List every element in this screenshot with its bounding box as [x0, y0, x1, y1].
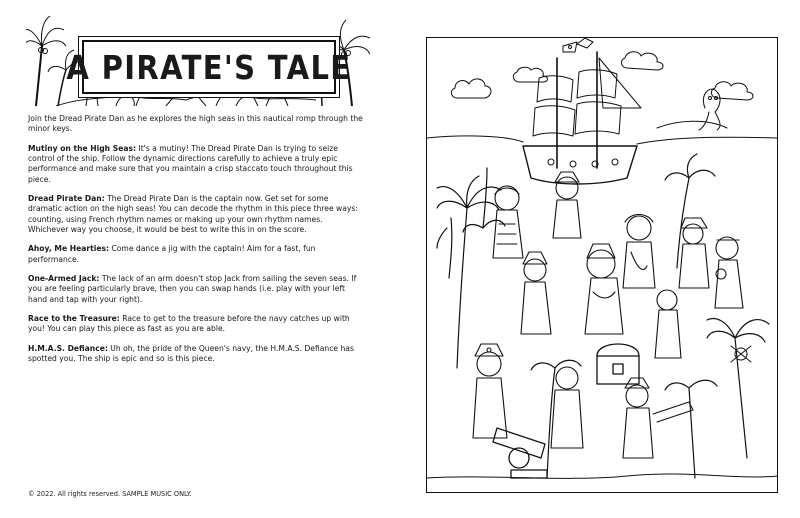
piece-title: H.M.A.S. Defiance: [28, 343, 108, 353]
piece-title: Mutiny on the High Seas: [28, 143, 137, 153]
piece-title: Dread Pirate Dan: [28, 194, 105, 204]
piece-description [28, 314, 364, 335]
description-text [28, 114, 364, 373]
pirate-ship-icon [523, 38, 641, 184]
pirate-scene-drawing [427, 38, 778, 493]
title-box [66, 40, 352, 94]
palm-tree-icon [437, 154, 769, 478]
intro-paragraph: Join the Dread Pirate Dan as he explores the high seas in this nautical romp through the minor keys. [28, 114, 363, 134]
coloring-page-illustration [426, 37, 778, 493]
pirate-characters [473, 172, 743, 458]
piece-text: The lack of an arm doesn't stop Jack from sailing the seven seas. If you are feeling particularly brave, then you can swap hands (i.e. play with your left hand and tap with your right). [28, 274, 357, 304]
piece-description [28, 274, 364, 305]
piece-text: The Dread Pirate Dan is the captain now. Get set for some dramatic action on the high seas! You can decode the rhythm in this piece three ways: counting, using French rhythm names or making up your own rhythm names. Whichever way you choose, it would be best to write this in on the score. [28, 194, 358, 235]
piece-text: Come dance a jig with the captain! Aim for a fast, fun performance. [28, 244, 316, 264]
copyright-footer: © 2022. All rights reserved. SAMPLE MUSIC ONLY. [28, 490, 192, 498]
skull-crossbones-icon [716, 269, 751, 362]
piece-title: Ahoy, Me Hearties: [28, 244, 110, 254]
piece-description [28, 144, 364, 186]
piece-title: One-Armed Jack: [28, 274, 100, 284]
piece-text: Race to get to the treasure before the navy catches up with you! You can play this piece as fast as you are able. [28, 314, 350, 334]
cannon-icon [493, 428, 547, 478]
piece-description [28, 344, 364, 365]
page-title: A PIRATE'S TALE [66, 47, 352, 87]
piece-text: Uh oh, the pride of the Queen's navy, the H.M.A.S. Defiance has spotted you. The ship is epic and so is this piece. [28, 343, 354, 364]
piece-title: Race to the Treasure: [28, 314, 120, 324]
piece-text: It's a mutiny! The Dread Pirate Dan is trying to seize control of the ship. Follow the dynamic directions carefully to achieve a truly epic performance and make sure that you maintain a crisp staccato touch throughout this piece. [28, 143, 353, 184]
piece-description [28, 194, 364, 236]
title-banner [26, 16, 370, 106]
piece-description [28, 244, 364, 265]
